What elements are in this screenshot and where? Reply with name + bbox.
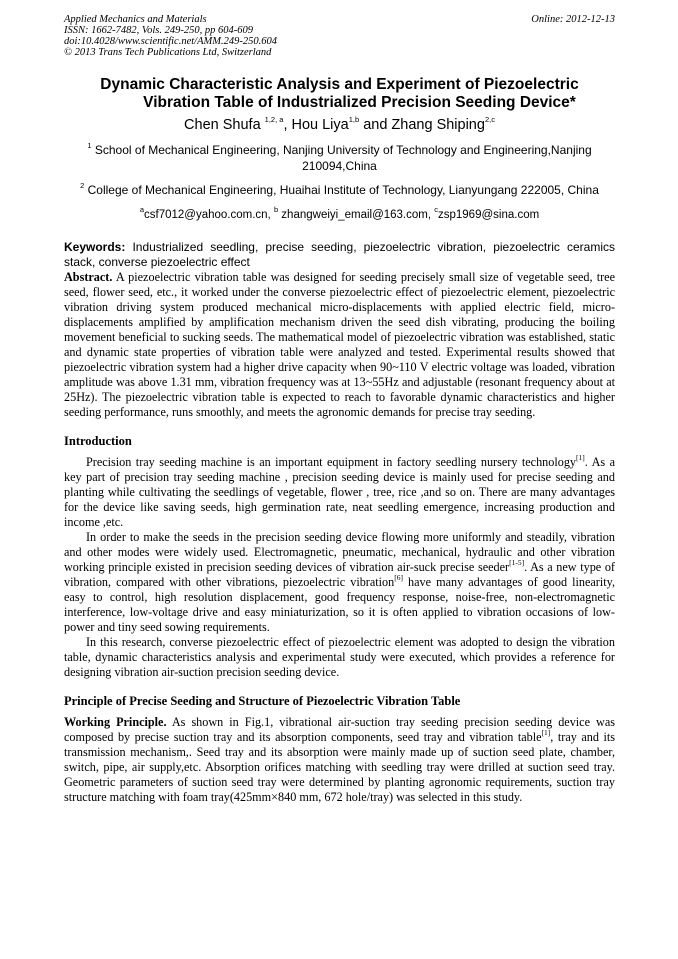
author-1: Chen Shufa <box>184 117 265 133</box>
email-a-mark: a <box>139 205 144 215</box>
author-2-affil: 1,b <box>348 115 360 125</box>
email-list <box>64 205 615 222</box>
intro-p1-text-b: . As a key part of precision tray seeding machine , precision seeding device is mainly used for precise seeding and planting while cultivating the seedlings of vegetable, flower , tree, rice ,and so on. There are many advantages for the device like saving seeds, high germination rate, neat seedling emergence, increasing production and income ,etc. <box>64 455 615 529</box>
citation-ref[interactable]: [1-5] <box>509 557 525 567</box>
abstract-text: A piezoelectric vibration table was designed for seeding precisely small size of vegetable seed, tree seed, flower seed, etc., it worked under the converse piezoelectric effect of piezoelectric element, piezoelectric vibration driving system produced mechanical micro-displacements with applied electric field, micro-displacements amplified by amplification mechanism driven the seed dish vibrating, producing the boiling movement beneficial to sucking seeds. The mathematical model of piezoelectric vibration was established, static and dynamic state properties of vibration table were analyzed and tested. Experimental results showed that piezoelectric vibration system had a higher drive capacity when 90~110 V electric voltage was loaded, vibration amplitude was above 1.31 mm, vibration frequency was at 13~55Hz and adjustable (resonant frequency about at 25Hz). The piezoelectric vibration table is expected to reach to favorable dynamic characteristics and higher seeding performance, runs smoothly, and meets the agronomic demands for precise tray seeding. <box>64 270 615 419</box>
email-b-mark: b <box>273 205 279 215</box>
intro-p2-text-a: In order to make the seeds in the precision seeding device flowing more uniformly and steadily, vibration and other modes were widely used. Electromagnetic, pneumatic, mechanical, hydraulic and other vibration working principle existed in precision seeding devices of vibration air-suck precise seeder <box>64 530 615 574</box>
email-a[interactable]: csf7012@yahoo.com.cn, <box>144 209 274 221</box>
title-line-1: Dynamic Characteristic Analysis and Experiment of Piezoelectric <box>100 76 579 93</box>
email-c-mark: c <box>434 205 438 215</box>
keywords <box>64 240 615 270</box>
paper-page <box>64 14 615 805</box>
citation-ref[interactable]: [1] <box>576 452 585 462</box>
intro-paragraph-3: In this research, converse piezoelectric effect of piezoelectric element was adopted to design the vibration table, dynamic characteristics analysis and experimental study were executed, which provides a reference for designing vibration air-suction precision seeding device. <box>64 635 615 679</box>
citation-ref[interactable]: [6] <box>394 572 403 582</box>
abstract-label: Abstract. <box>64 270 113 284</box>
email-b[interactable]: zhangweiyi_email@163.com, <box>278 209 435 221</box>
journal-name: Applied Mechanics and Materials <box>64 14 207 25</box>
author-2: , Hou Liya <box>283 117 349 133</box>
affiliation-2-mark: 2 <box>80 181 85 190</box>
section-heading-principle: Principle of Precise Seeding and Structure of Piezoelectric Vibration Table <box>64 694 461 708</box>
principle-text-b: , tray and its transmission mechanism,. Seed tray and its absorption were mainly made up of suction seed plate, chamber, switch, pipe, air supply,etc. Absorption orifices matching with seedling tray were drilled at suction seed tray. Geometric parameters of suction seed tray were determined by planting agronomic requirements, suction tray structure matching with foam tray(425mm×840 mm, 672 hole/tray) was selected in this study. <box>64 730 615 804</box>
title-line-2: Vibration Table of Industrialized Precision Seeding Device* <box>143 94 576 111</box>
copyright-line: © 2013 Trans Tech Publications Ltd, Switzerland <box>64 47 272 58</box>
intro-p2-text-b: . As a new type of vibration, compared with other vibrations, piezoelectric vibration <box>64 560 615 589</box>
keywords-label: Keywords: <box>64 240 126 254</box>
abstract <box>64 270 615 420</box>
author-3: and Zhang Shiping <box>359 117 485 133</box>
section-heading-introduction: Introduction <box>64 434 132 448</box>
author-1-affil: 1,2, a <box>264 115 284 125</box>
paper-title <box>64 76 615 112</box>
citation-ref[interactable]: [1] <box>541 727 551 737</box>
affiliation-1-text: School of Mechanical Engineering, Nanjing University of Technology and Engineering,Nanjing 210094,China <box>91 143 592 173</box>
affiliation-2-text: College of Mechanical Engineering, Huaihai Institute of Technology, Lianyungang 222005, China <box>84 183 599 197</box>
affiliation-1-mark: 1 <box>87 141 92 150</box>
intro-paragraph-2 <box>64 530 615 635</box>
issn-line: ISSN: 1662-7482, Vols. 249-250, pp 604-609 <box>64 25 253 36</box>
principle-paragraph <box>64 715 615 805</box>
author-list <box>64 116 615 134</box>
intro-p2-text-c: have many advantages of good linearity, easy to control, high resolution displacement, good frequency response, noise-free, non-electromagnetic interference, low-voltage drive and easy miniaturization, so it is often applied to vibration occasions of low-power and tiny seed sowing requirements. <box>64 575 615 634</box>
affiliation-2 <box>64 182 615 198</box>
affiliation-1 <box>64 142 615 174</box>
author-3-affil: 2,c <box>484 115 495 125</box>
working-principle-label: Working Principle. <box>64 715 167 729</box>
intro-p1-text-a: Precision tray seeding machine is an important equipment in factory seedling nursery technology <box>86 455 577 469</box>
keywords-text: Industrialized seedling, precise seeding, piezoelectric vibration, piezoelectric ceramics stack, converse piezoelectric effect <box>64 240 615 269</box>
email-c[interactable]: zsp1969@sina.com <box>438 209 540 221</box>
journal-header <box>64 14 615 58</box>
doi-line: doi:10.4028/www.scientific.net/AMM.249-250.604 <box>64 36 277 47</box>
online-date: Online: 2012-12-13 <box>531 14 615 25</box>
principle-text-a: As shown in Fig.1, vibrational air-suction tray seeding precision seeding device was composed by precise suction tray and its absorption components, seed tray and vibration table <box>64 715 615 744</box>
intro-paragraph-1 <box>64 452 615 530</box>
